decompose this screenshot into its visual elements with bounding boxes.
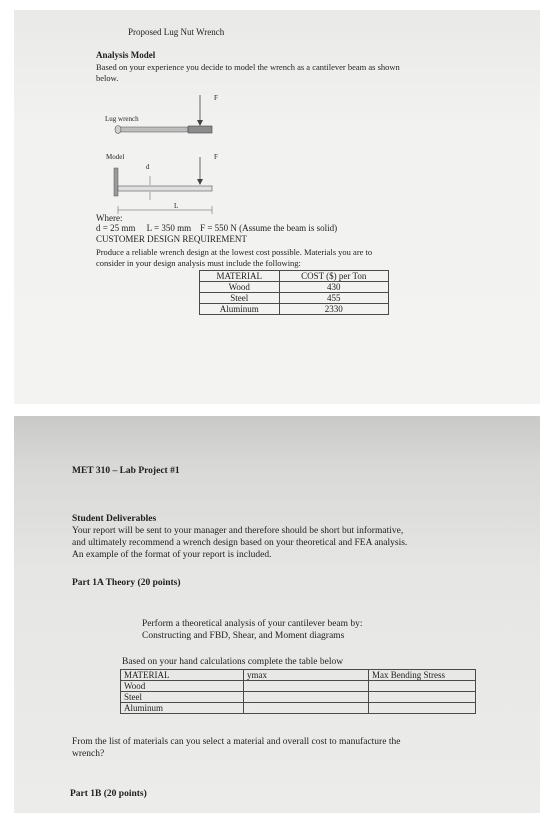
table-cell	[369, 681, 476, 692]
table-row	[200, 304, 389, 315]
table-row	[200, 293, 389, 304]
table-cell	[369, 692, 476, 703]
question-line-1: From the list of materials can you select a material and overall cost to manufacture the	[72, 737, 401, 747]
table-header-cell: ymax	[244, 670, 369, 681]
part-1b-heading: Part 1B (20 points)	[70, 789, 147, 799]
table-cell: 2330	[279, 304, 389, 315]
requirement-heading: CUSTOMER DESIGN REQUIREMENT	[96, 234, 247, 244]
table-header-cell: Max Bending Stress	[369, 670, 476, 681]
requirement-line-2: consider in your design analysis must include the following:	[96, 258, 301, 268]
course-title: MET 310 – Lab Project #1	[72, 466, 180, 476]
table-header-cell: COST ($) per Ton	[279, 271, 389, 282]
where-label: Where:	[96, 213, 123, 223]
table-cell	[369, 703, 476, 714]
part-1a-heading: Part 1A Theory (20 points)	[72, 578, 181, 588]
beam-model-drawing	[114, 157, 212, 214]
photo-page-2	[14, 416, 540, 813]
question-line-2: wrench?	[72, 749, 105, 759]
model-label: Model	[106, 153, 125, 161]
table-cell: 455	[279, 293, 389, 304]
table-cell: Wood	[121, 681, 244, 692]
deliverables-line-2: and ultimately recommend a wrench design based on your theoretical and FEA analysis.	[72, 538, 408, 548]
table-header-row	[200, 271, 389, 282]
document-page-2	[14, 416, 540, 813]
intro-line-1: Based on your experience you decide to model the wrench as a cantilever beam as shown	[96, 62, 400, 72]
intro-line-2: below.	[96, 73, 119, 83]
table-header-row	[121, 670, 476, 681]
requirement-line-1: Produce a reliable wrench design at the lowest cost possible. Materials you are to	[96, 247, 373, 257]
document-page-1	[14, 10, 540, 404]
table-caption: Based on your hand calculations complete the table below	[122, 657, 344, 667]
force-label-model: F	[214, 153, 218, 161]
photo-page-1	[14, 10, 540, 404]
deliverables-heading: Student Deliverables	[72, 514, 157, 524]
table-cell: Aluminum	[200, 304, 280, 315]
table-cell: Steel	[200, 293, 280, 304]
table-row	[200, 282, 389, 293]
table-row	[121, 692, 476, 703]
lug-wrench-drawing	[115, 95, 212, 134]
theory-line-1: Perform a theoretical analysis of your cantilever beam by:	[142, 619, 363, 629]
table-cell	[244, 681, 369, 692]
force-label-top: F	[214, 94, 218, 102]
table-cell: Steel	[121, 692, 244, 703]
diameter-label: d	[146, 163, 150, 171]
results-table	[120, 669, 476, 714]
cost-table	[199, 270, 389, 315]
table-cell: Aluminum	[121, 703, 244, 714]
length-label: L	[174, 202, 179, 210]
parameters-line: d = 25 mm L = 350 mm F = 550 N (Assume the beam is solid)	[96, 223, 338, 233]
deliverables-line-1: Your report will be sent to your manager and therefore should be short but informative,	[72, 526, 404, 536]
table-row	[121, 703, 476, 714]
table-cell: 430	[279, 282, 389, 293]
lug-wrench-label: Lug wrench	[105, 115, 139, 123]
table-cell	[244, 703, 369, 714]
table-cell	[244, 692, 369, 703]
table-cell: Wood	[200, 282, 280, 293]
table-header-cell: MATERIAL	[200, 271, 280, 282]
page-title: Proposed Lug Nut Wrench	[128, 27, 225, 37]
analysis-model-heading: Analysis Model	[96, 50, 156, 60]
deliverables-line-3: An example of the format of your report is included.	[72, 550, 272, 560]
table-row	[121, 681, 476, 692]
theory-line-2: Constructing and FBD, Shear, and Moment diagrams	[142, 631, 345, 641]
table-header-cell: MATERIAL	[121, 670, 244, 681]
